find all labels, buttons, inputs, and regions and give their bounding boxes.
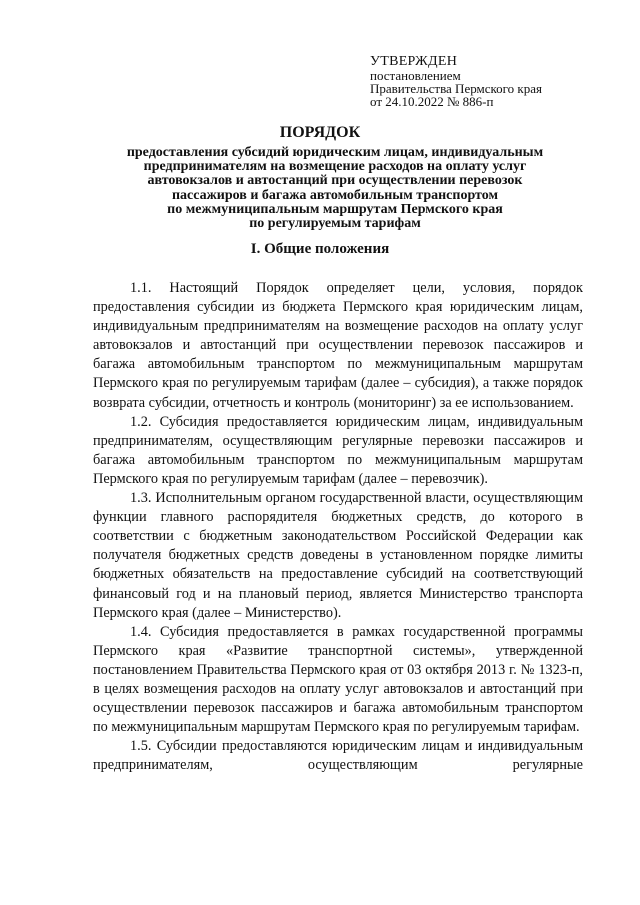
approval-line: Правительства Пермского края — [370, 81, 542, 96]
paragraph-1-4: 1.4. Субсидия предоставляется в рамках государственной программы Пермского края «Развитие транспортной системы», утвержденной постановлением Правительства Пермского края от 03 октября 2013 г. № 1323-п, в целях возмещения расходов на оплату услуг автовокзалов и автостанций при осуществлении перевозок пассажиров и багажа автомобильным транспортом по межмуниципальным маршрутам Пермского края по регулируемым тарифам. — [93, 623, 583, 736]
subtitle-line: предпринимателям на возмещение расходов на оплату услуг — [143, 159, 527, 175]
subtitle-line: пассажиров и багажа автомобильным транспортом — [171, 187, 499, 203]
paragraph-1-3: 1.3. Исполнительным органом государственной власти, осуществляющим функции главного распорядителя бюджетных средств, до которого в соответствии с бюджетным законодательством Российской Федерации как получателя бюджетных средств доведены в установленном порядке лимиты бюджетных обязательств на предоставление субсидий на соответствующий финансовый год и на плановый период, является Министерство транспорта Пермского края (далее – Министерство). — [93, 490, 583, 621]
paragraph-1-5: 1.5. Субсидии предоставляются юридическим лицам и индивидуальным предпринимателям, осуществляющим регулярные — [93, 738, 583, 774]
paragraph-1-2: 1.2. Субсидия предоставляется юридическим лицам, индивидуальным предпринимателям, осуществляющим регулярные перевозки пассажиров и багажа автомобильным транспортом по межмуниципальным маршрутам Пермского края по регулируемым тарифам (далее – перевозчик). — [93, 413, 583, 487]
section-heading: I. Общие положения — [250, 241, 390, 257]
approval-line: постановлением — [370, 68, 461, 83]
document-body — [93, 279, 583, 775]
subtitle-line: по регулируемым тарифам — [249, 216, 421, 232]
document-title: ПОРЯДОК — [279, 124, 361, 141]
subtitle-line: автовокзалов и автостанций при осуществлении перевозок — [147, 173, 523, 189]
document-subtitle — [90, 146, 580, 231]
approval-stamp: УТВЕРЖДЕН — [370, 54, 458, 69]
approval-line: от 24.10.2022 № 886-п — [370, 94, 494, 109]
subtitle-line: предоставления субсидий юридическим лицам, индивидуальным — [126, 145, 544, 160]
paragraph-1-1: 1.1. Настоящий Порядок определяет цели, условия, порядок предоставления субсидии из бюджета Пермского края юридическим лицам, индивидуальным предпринимателям на возмещение расходов на оплату услуг автовокзалов и автостанций при осуществлении перевозок пассажиров и багажа автомобильным транспортом по межмуниципальным маршрутам Пермского края по регулируемым тарифам (далее – субсидия), а также порядок возврата субсидии, отчетность и контроль (мониторинг) за ее использованием. — [93, 280, 583, 411]
subtitle-line: по межмуниципальным маршрутам Пермского края — [167, 201, 503, 217]
approval-block — [370, 54, 620, 108]
